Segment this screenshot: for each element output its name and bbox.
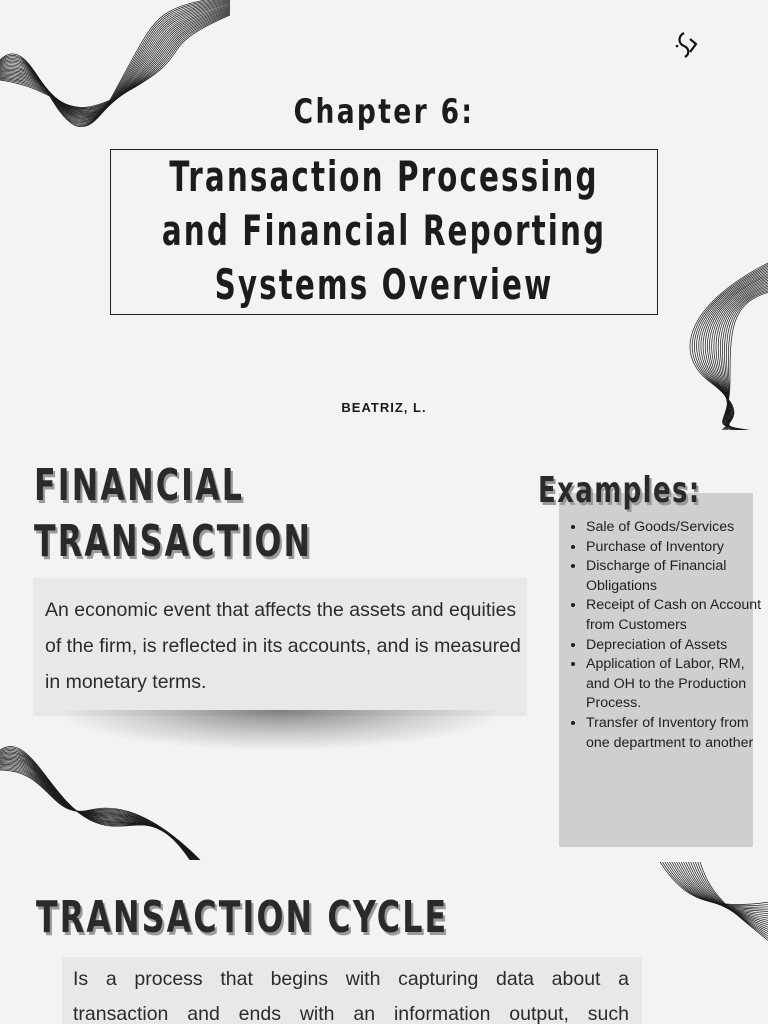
title-line-2: and Financial Reporting — [161, 206, 607, 255]
wave-line — [0, 746, 190, 860]
heading-line-2: TRANSACTION — [34, 516, 313, 567]
wave-decoration — [660, 862, 768, 952]
title-line-3: Systems Overview — [214, 260, 554, 309]
transaction-cycle-slide — [0, 862, 768, 1024]
list-item: • Purchase of Inventory — [586, 538, 768, 558]
cycle-heading: TRANSACTION CYCLE — [36, 892, 449, 943]
list-item: • Discharge of Financial Obligations — [586, 557, 768, 596]
logo-icon — [674, 30, 700, 60]
cycle-text-line-2: transaction and ends with an information output, such — [73, 1003, 629, 1024]
cycle-text — [73, 962, 629, 1024]
wave-line — [0, 764, 197, 860]
wave-line — [0, 766, 198, 860]
wave-line — [0, 748, 191, 860]
list-item: • Receipt of Cash on Account from Customers — [586, 596, 768, 635]
box-shadow — [60, 710, 500, 750]
list-item: • Sale of Goods/Services — [586, 518, 768, 538]
title-slide — [0, 0, 768, 430]
chapter-label: Chapter 6: — [293, 92, 475, 132]
definition-text: An economic event that affects the assets and equities of the firm, is reflected in its accounts, and is measured in monetary terms. — [45, 599, 521, 693]
financial-transaction-slide — [0, 432, 768, 860]
list-item: • Application of Labor, RM, and OH to the Production Process. — [586, 655, 768, 714]
wave-line — [660, 862, 768, 905]
author-name: BEATRIZ, L. — [341, 400, 427, 415]
cycle-text-line-1: Is a process that begins with capturing data about a — [73, 968, 629, 990]
title-line-1: Transaction Processing — [169, 152, 599, 201]
examples-list — [568, 518, 768, 753]
wave-line — [0, 769, 199, 860]
list-item: • Transfer of Inventory from one department to another — [586, 714, 768, 753]
heading-line-1: FINANCIAL — [34, 460, 245, 511]
wave-decoration — [0, 740, 210, 860]
list-item: • Depreciation of Assets — [586, 636, 768, 656]
wave-line — [672, 862, 768, 914]
examples-heading: Examples: — [538, 470, 701, 511]
